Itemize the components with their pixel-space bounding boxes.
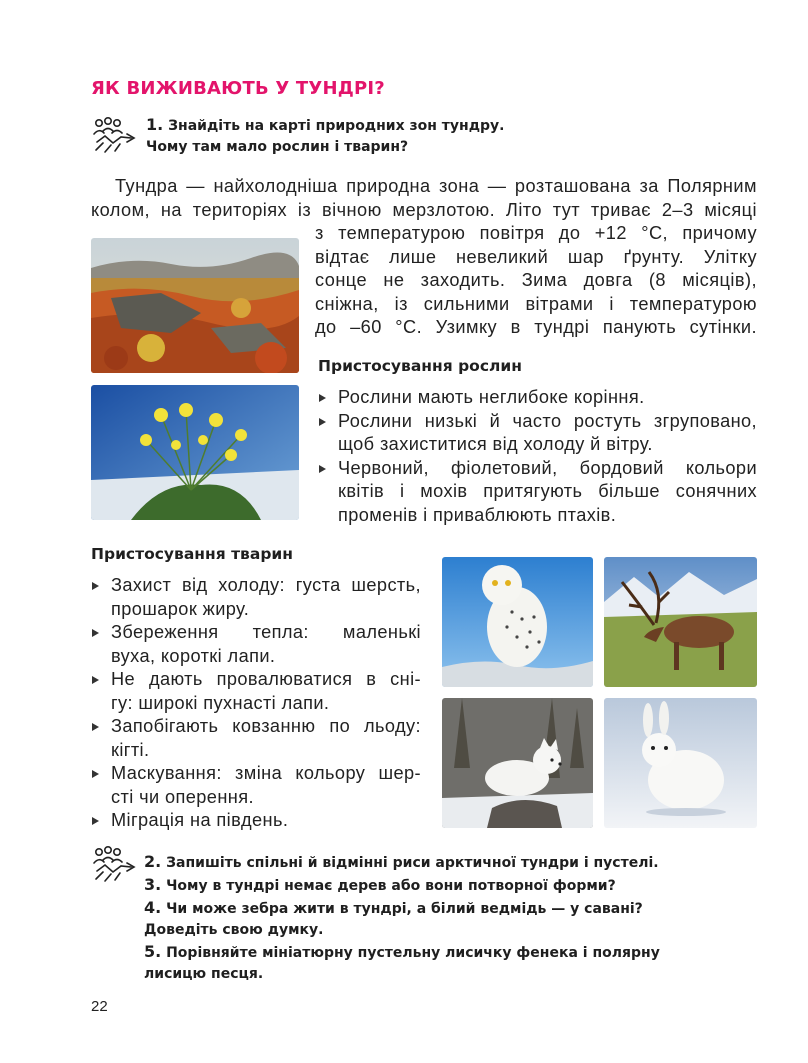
page-title: ЯК ВИЖИВАЮТЬ У ТУНДРІ? <box>91 78 385 99</box>
task-text: Чому там мало рослин і тварин? <box>146 139 409 155</box>
list-item-text: променів і приваблюють птахів. <box>338 504 617 525</box>
list-item <box>89 762 421 809</box>
list-item <box>316 410 757 457</box>
list-item-text: сті чи оперення. <box>111 786 254 807</box>
list-item-text: щоб захиститися від холоду й вітру. <box>338 434 653 454</box>
list-item-text: Міграція на південь. <box>111 810 289 830</box>
task-text: Доведіть свою думку. <box>144 922 324 938</box>
list-item <box>89 668 421 715</box>
list-item-text: квітів і мохів притягують більше сонячних <box>338 481 757 501</box>
intro-line: відтає лише невеликий шар ґрунту. Улітку <box>315 246 757 267</box>
task-text: Запишіть спільні й відмінні риси арктичної тундри і пустелі. <box>166 855 659 871</box>
task-text: Порівняйте мініатюрну пустельну лисичку фенека і полярну <box>166 945 660 961</box>
intro-line: до –60 °С. Узимку в тундрі панують сутінки. <box>315 317 757 337</box>
task-text: Чи може зебра жити в тундрі, а білий ведмідь — у савані? <box>166 901 643 917</box>
team-work-icon <box>91 116 137 156</box>
animals-section-title: Пристосування тварин <box>91 545 293 563</box>
intro-line: сонце не заходить. Зима довга (8 місяців), <box>315 270 757 290</box>
tasks-list <box>144 851 660 985</box>
task-number: 3. <box>144 875 162 894</box>
list-item-text: Рослини мають неглибоке коріння. <box>338 387 645 407</box>
team-work-icon <box>91 845 137 885</box>
list-item-text: прошарок жиру. <box>111 598 250 619</box>
task-number: 4. <box>144 898 162 917</box>
list-item <box>89 715 421 762</box>
task-text: Чому в тундрі немає дерев або вони потворної форми? <box>166 878 616 894</box>
task-text: Знайдіть на карті природних зон тундру. <box>168 118 505 134</box>
list-item-text: вуха, короткі лапи. <box>111 645 276 666</box>
animals-list <box>89 574 421 833</box>
list-item <box>89 621 421 668</box>
task-number: 1. <box>146 115 164 134</box>
plants-list <box>316 386 757 527</box>
list-item-text: Червоний, фіолетовий, бордовий кольори <box>338 457 757 478</box>
list-item-text: гу: широкі пухнасті лапи. <box>111 692 330 713</box>
list-item <box>89 574 421 621</box>
list-item-text: Захист від холоду: густа шерсть, <box>111 575 421 595</box>
intro-line: з температурою повітря до +12 °С, причому <box>315 223 757 243</box>
tundra-landscape-image <box>91 238 299 373</box>
list-item-text: Запобігають ковзанню по льоду: <box>111 716 421 736</box>
list-item <box>89 809 421 833</box>
task-number: 5. <box>144 942 162 961</box>
task-text: лисицю песця. <box>144 966 264 982</box>
reindeer-image <box>604 557 757 687</box>
arctic-hare-image <box>604 698 757 828</box>
list-item <box>316 457 757 528</box>
list-item-text: Маскування: зміна кольору шер- <box>111 763 421 783</box>
arctic-fox-image <box>442 698 593 828</box>
list-item-text: Не дають провалюватися в сні- <box>111 669 421 689</box>
list-item-text: кігті. <box>111 739 150 760</box>
intro-line: сніжна, із сильними вітрами і температурою <box>315 293 757 314</box>
list-item <box>316 386 757 410</box>
intro-line: колом, на територіях із вічною мерзлотою. Літо тут триває 2–3 місяці <box>91 199 757 220</box>
intro-line: Тундра — найхолодніша природна зона — розташована за Полярним <box>115 176 757 196</box>
page-number: 22 <box>91 998 108 1015</box>
list-item-text: Рослини низькі й часто ростуть згруповано, <box>338 410 757 431</box>
task-number: 2. <box>144 852 162 871</box>
snowy-owl-image <box>442 557 593 687</box>
task-1 <box>146 114 505 158</box>
tundra-flowers-image <box>91 385 299 520</box>
plants-section-title: Пристосування рослин <box>318 357 522 375</box>
list-item-text: Збереження тепла: маленькі <box>111 622 421 642</box>
